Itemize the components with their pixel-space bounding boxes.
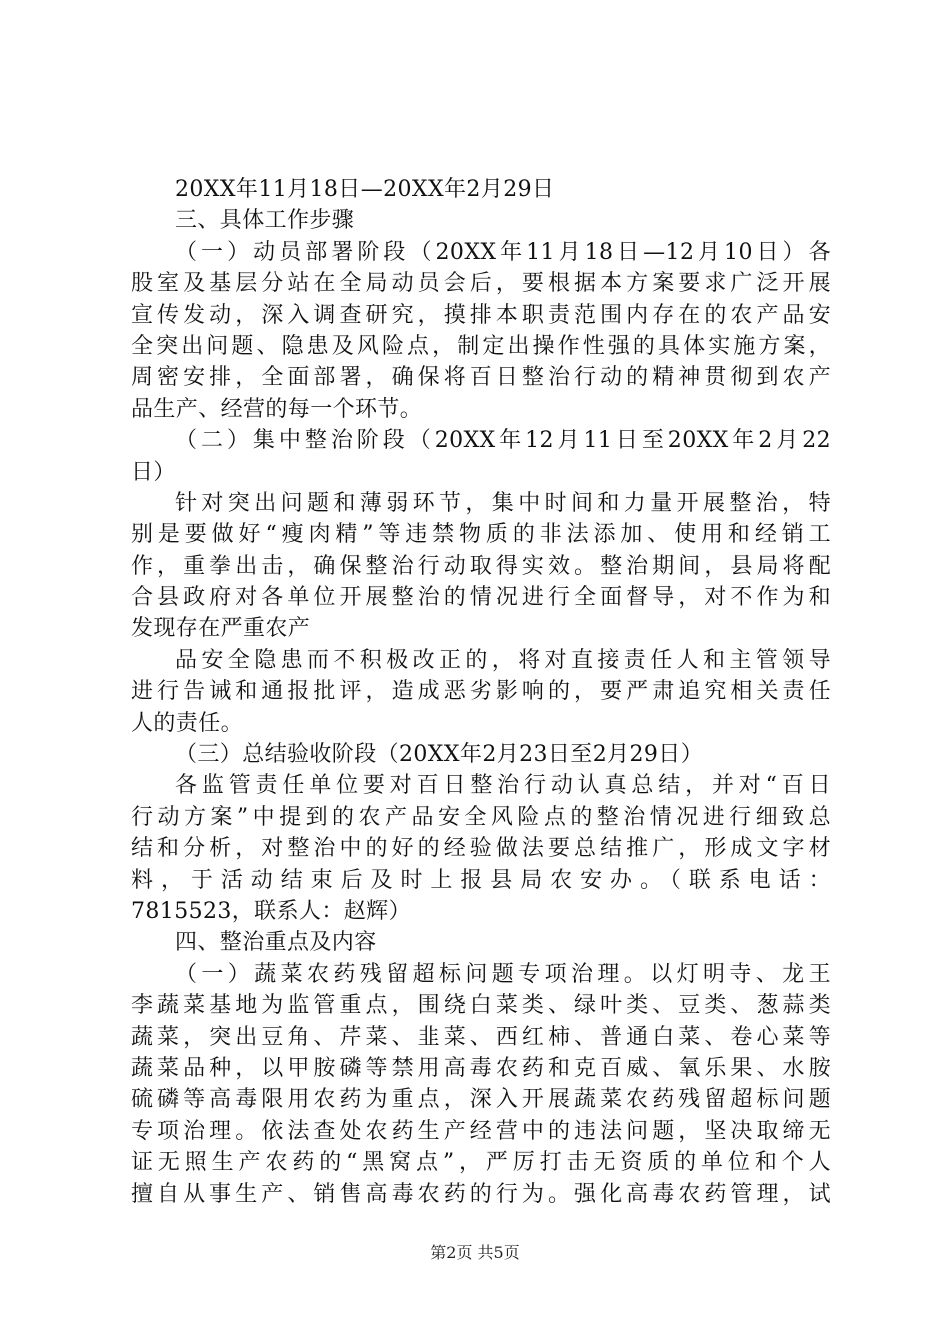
text-line: 作，重拳出击，确保整治行动取得实效。整治期间，县局将配 [131, 553, 831, 579]
text-line: （三）总结验收阶段（20XX年2月23日至2月29日） [175, 742, 704, 768]
text-line: 结和分析，对整治中的好的经验做法要总结推广，形成文字材 [131, 836, 831, 862]
text-line: 专项治理。依法查处农药生产经营中的违法问题，坚决取缔无 [131, 1118, 831, 1144]
text-line: 三、具体工作步骤 [175, 208, 355, 234]
text-line: 蔬菜，突出豆角、芹菜、韭菜、西红柿、普通白菜、卷心菜等 [131, 1024, 831, 1050]
text-line: 品生产、经营的每一个环节。 [131, 396, 423, 422]
text-line: 别是要做好“瘦肉精”等违禁物质的非法添加、使用和经销工 [131, 522, 831, 548]
text-line: 全突出问题、隐患及风险点，制定出操作性强的具体实施方案， [131, 333, 831, 359]
text-line: 证无照生产农药的“黑窝点”，严厉打击无资质的单位和个人 [131, 1150, 831, 1176]
text-line: 进行告诫和通报批评，造成恶劣影响的，要严肃追究相关责任 [131, 679, 831, 705]
page-footer: 第2页 共5页 [430, 1243, 520, 1262]
text-line: 针对突出问题和薄弱环节，集中时间和力量开展整治，特 [175, 490, 831, 516]
text-line: 股室及基层分站在全局动员会后，要根据本方案要求广泛开展 [131, 271, 831, 297]
text-line: 擅自从事生产、销售高毒农药的行为。强化高毒农药管理，试 [131, 1181, 831, 1207]
text-line: 7815523，联系人：赵辉） [131, 898, 411, 924]
text-line: 周密安排，全面部署，确保将百日整治行动的精神贯彻到农产 [131, 365, 831, 391]
text-line: 20XX年11月18日—20XX年2月29日 [175, 177, 555, 202]
text-line: 李蔬菜基地为监管重点，围绕白菜类、绿叶类、豆类、葱蒜类 [131, 993, 831, 1019]
text-line: 发现存在严重农产 [131, 616, 311, 642]
text-line: 行动方案”中提到的农产品安全风险点的整治情况进行细致总 [131, 804, 831, 830]
text-line: 各监管责任单位要对百日整治行动认真总结，并对“百日 [175, 773, 831, 799]
text-line: 品安全隐患而不积极改正的，将对直接责任人和主管领导 [175, 647, 831, 673]
text-line: 料，于活动结束后及时上报县局农安办。（联系电话： [131, 867, 831, 893]
text-line: 合县政府对各单位开展整治的情况进行全面督导，对不作为和 [131, 585, 831, 611]
text-line: 人的责任。 [131, 710, 244, 736]
text-line: （二）集中整治阶段（20XX年12月11日至20XX年2月22 [175, 428, 831, 454]
document-body [131, 174, 831, 1210]
text-line: 四、整治重点及内容 [175, 930, 377, 956]
text-line: 硫磷等高毒限用农药为重点，深入开展蔬菜农药残留超标问题 [131, 1087, 831, 1113]
text-line: 蔬菜品种，以甲胺磷等禁用高毒农药和克百威、氧乐果、水胺 [131, 1055, 831, 1081]
text-line: 宣传发动，深入调查研究，摸排本职责范围内存在的农产品安 [131, 302, 831, 328]
text-line: 日） [131, 459, 176, 485]
text-line: （一）动员部署阶段（20XX年11月18日—12月10日）各 [175, 239, 831, 265]
text-line: （一）蔬菜农药残留超标问题专项治理。以灯明寺、龙王 [175, 961, 831, 987]
